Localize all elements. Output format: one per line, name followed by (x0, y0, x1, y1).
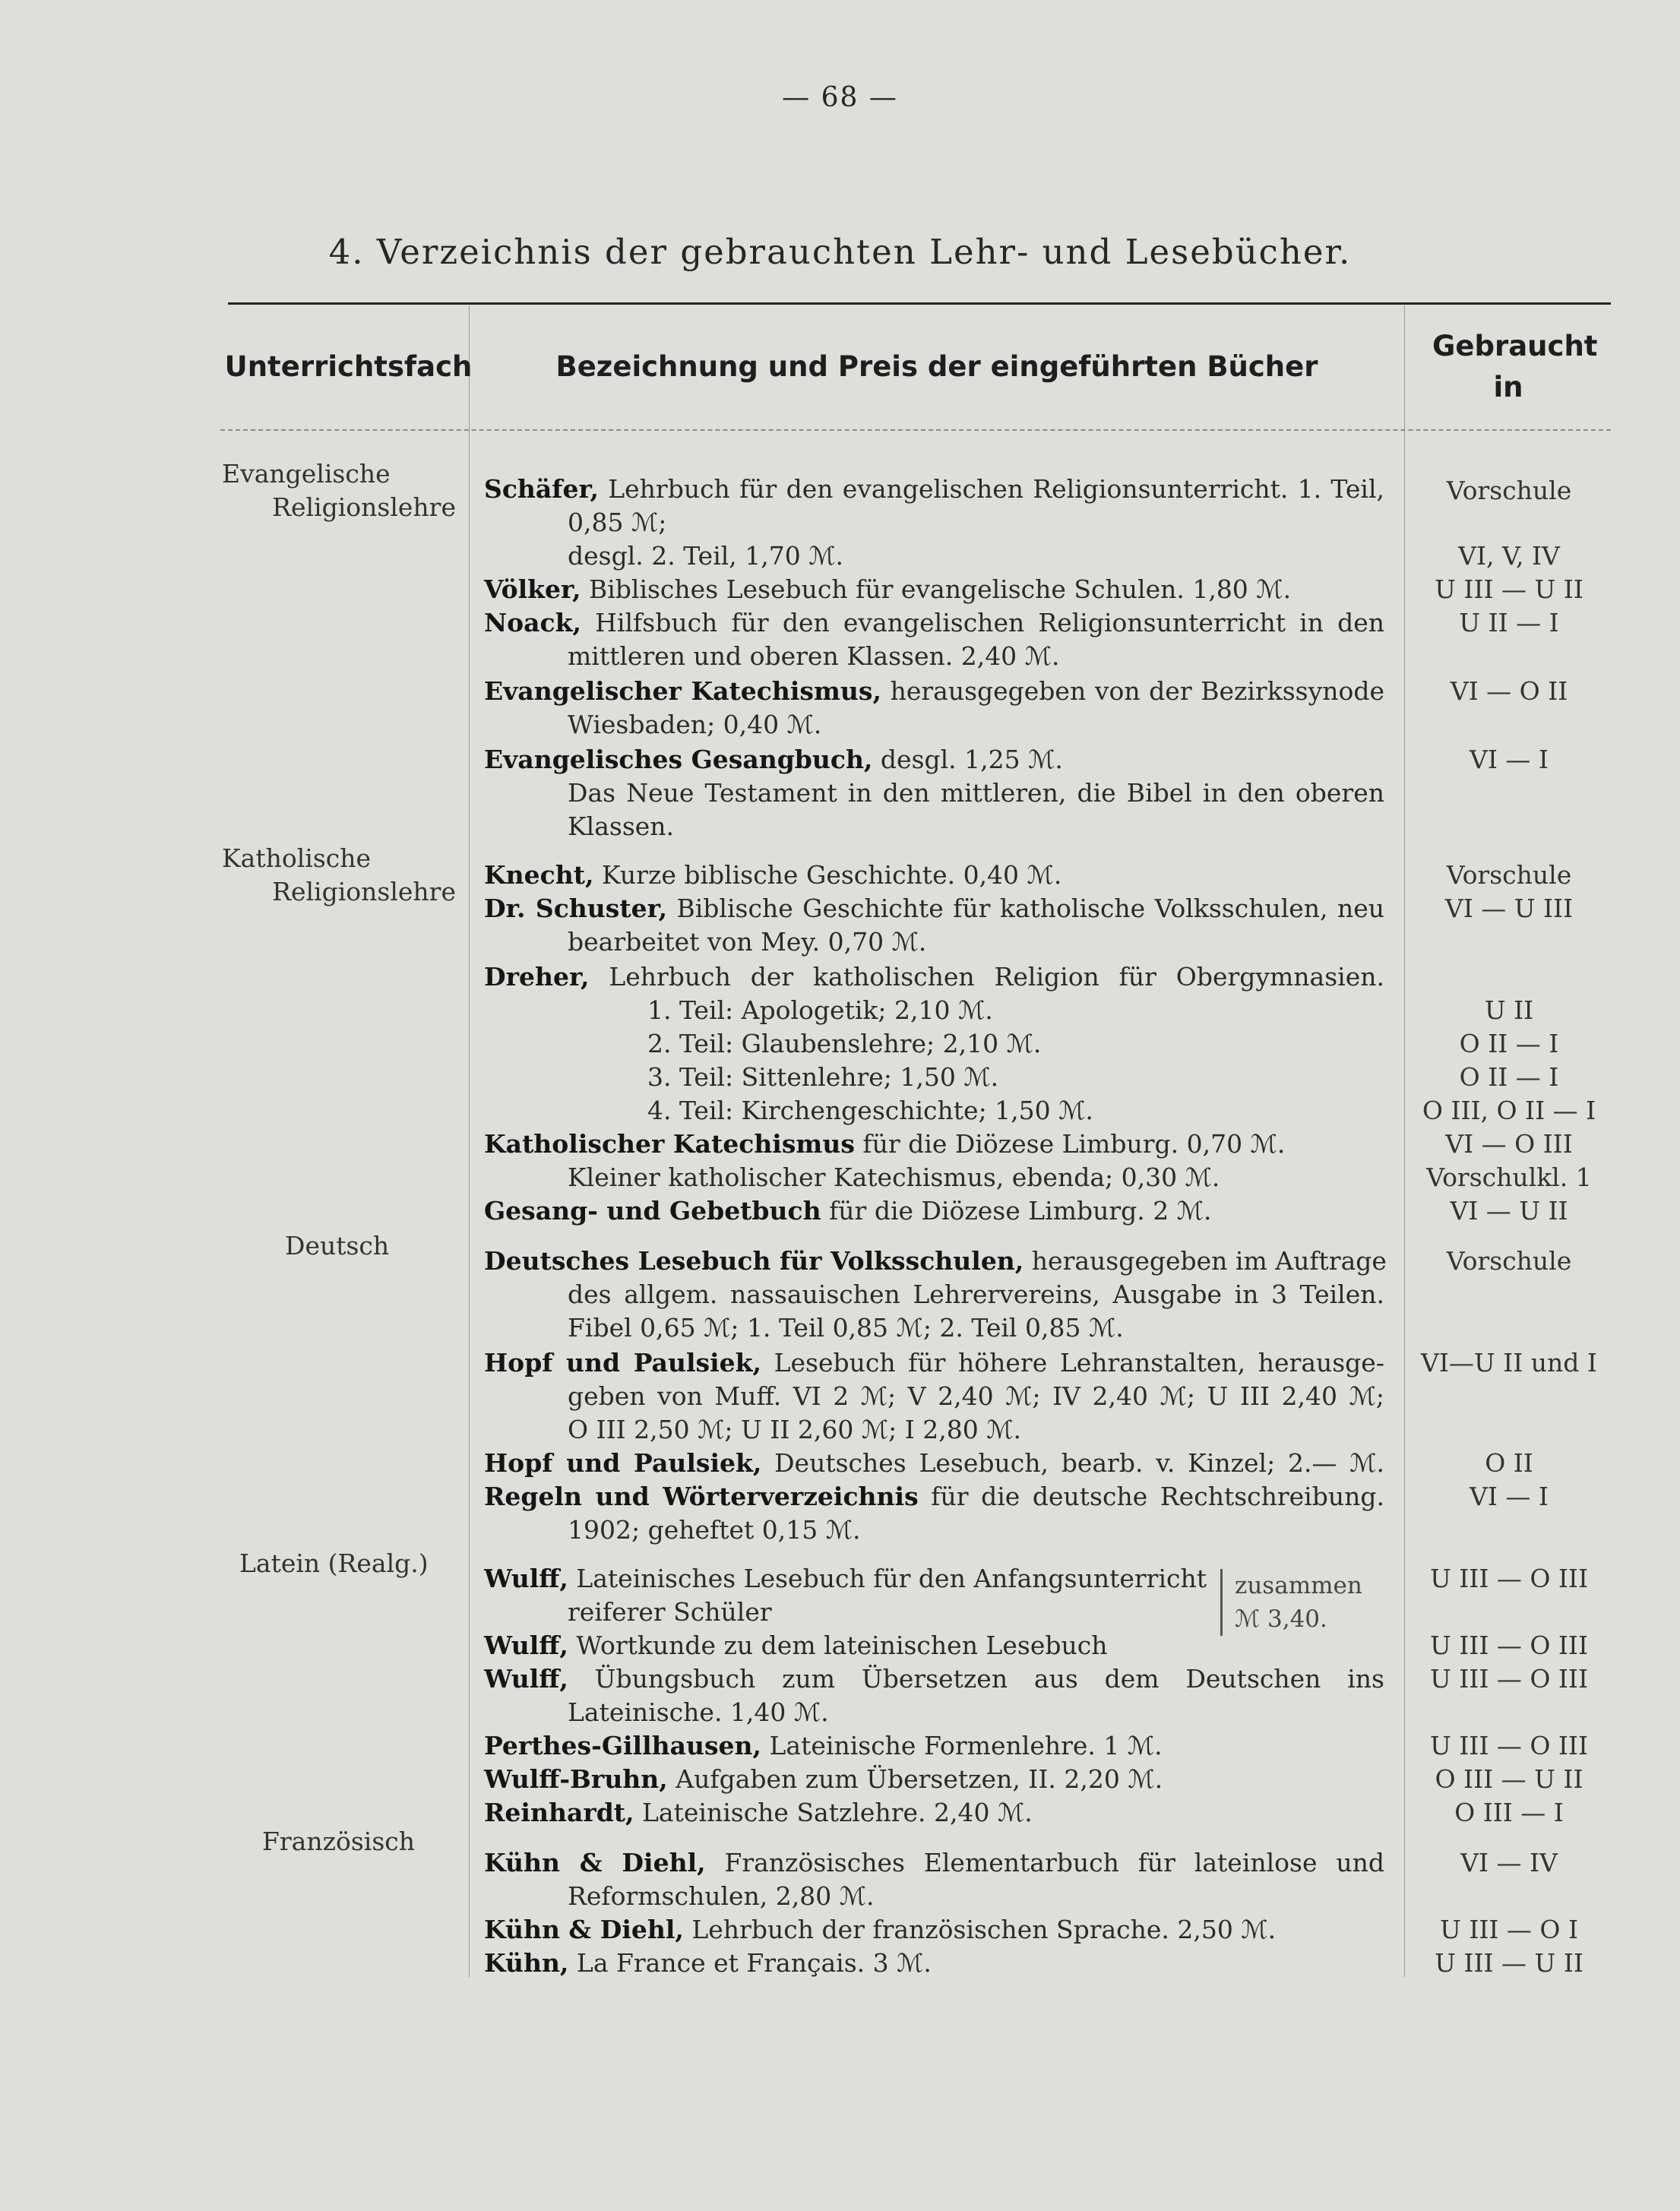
used-in-value: Vorschule (1446, 476, 1572, 505)
subject-entry: Deutsch (285, 1231, 390, 1260)
subject-entry: Katholische Religionslehre (222, 843, 456, 906)
book-entry: Kleiner katholischer Katechismus, ebenda; 0,30 ℳ. (568, 1162, 1220, 1192)
book-entry: Dr. Schuster, Biblische Geschichte für katholische Volksschulen, neu bearbeitet von Mey. 0,70 ℳ. (484, 894, 1384, 957)
used-in-value: VI—U II und I (1421, 1348, 1597, 1378)
used-in-value: U II — I (1459, 608, 1559, 637)
book-entry: Schäfer, Lehrbuch für den evangelischen Religionsunterricht. 1. Teil, 0,85 ℳ; (484, 474, 1384, 537)
column-header-subject: Unterrichtsfach (224, 350, 473, 383)
used-in-value: O II — I (1459, 1029, 1559, 1058)
used-in-value: VI — I (1470, 1482, 1549, 1511)
subject-entry: Evangelische Religionslehre (222, 459, 456, 522)
used-in-value: Vorschule (1446, 860, 1572, 890)
used-in-value: U III — U II (1435, 574, 1584, 604)
book-entry: Deutsches Lesebuch für Volksschulen, herausgegeben im Auftrage des allgem. nassauischen Lehrervereins, Ausgabe in 3 Teilen. Fibel 0,65 ℳ; 1. Teil 0,85 ℳ; 2. Teil 0,85 ℳ. (484, 1246, 1387, 1343)
latin-bracket-note: zusammen ℳ 3,40. (1220, 1569, 1409, 1636)
book-entry: Evangelisches Gesangbuch, desgl. 1,25 ℳ. (484, 745, 1063, 774)
used-in-value: U III — O III (1429, 1631, 1589, 1660)
used-in-value: Vorschule (1446, 1246, 1572, 1276)
page-title: 4. Verzeichnis der gebrauchten Lehr- und Lesebücher. (328, 232, 1352, 272)
book-entry: Wulff-Bruhn, Aufgaben zum Übersetzen, II. 2,20 ℳ. (484, 1764, 1163, 1794)
book-entry: Katholischer Katechismus für die Diözese Limburg. 0,70 ℳ. (484, 1129, 1286, 1159)
book-entry: Reinhardt, Lateinische Satzlehre. 2,40 ℳ. (484, 1798, 1033, 1827)
book-entry: Kühn, La France et Français. 3 ℳ. (484, 1948, 932, 1978)
book-entry: Gesang- und Gebetbuch für die Diözese Limburg. 2 ℳ. (484, 1196, 1212, 1226)
column-divider-right (1404, 305, 1405, 1977)
book-entry: Hopf und Paulsiek, Lesebuch für höhere Lehranstalten, herausge- geben von Muff. VI 2 ℳ; V 2,40 ℳ; IV 2,40 ℳ; U III 2,40 ℳ; O III 2,50 ℳ; U II 2,60 ℳ; I 2,80 ℳ. (484, 1348, 1384, 1444)
book-entry: Evangelischer Katechismus, herausgegeben von der Bezirkssynode Wiesbaden; 0,40 ℳ. (484, 676, 1384, 739)
book-entry: Das Neue Testament in den mittleren, die Bibel in den oberen Klassen. (568, 778, 1384, 841)
column-header-used-in: Gebraucht in (1432, 329, 1598, 403)
used-in-value: O III, O II — I (1422, 1096, 1596, 1125)
used-in-value: U III — O III (1429, 1564, 1589, 1593)
used-in-value: O III — I (1454, 1798, 1564, 1827)
book-entry: Noack, Hilfsbuch für den evangelischen Religionsunterricht in den mittleren und oberen Klassen. 2,40 ℳ. (484, 608, 1384, 671)
page-number: — 68 — (782, 82, 898, 113)
book-entry: Kühn & Diehl, Französisches Elementarbuch für lateinlose und Reformschulen, 2,80 ℳ. (484, 1848, 1385, 1911)
book-entry: Dreher, Lehrbuch der katholischen Religion für Obergymnasien. (484, 962, 1384, 992)
used-in-value: U III — O III (1429, 1731, 1589, 1760)
book-entry: Völker, Biblisches Lesebuch für evangelische Schulen. 1,80 ℳ. (484, 574, 1292, 604)
book-entry: 2. Teil: Glaubenslehre; 2,10 ℳ. (647, 1029, 1042, 1058)
book-entry: Hopf und Paulsiek, Deutsches Lesebuch, bearb. v. Kinzel; 2.— ℳ. (484, 1448, 1384, 1478)
subject-entry: Französisch (262, 1827, 416, 1856)
used-in-value: U III — O I (1440, 1915, 1578, 1944)
book-entry: Wulff, Übungsbuch zum Übersetzen aus dem Deutschen ins Lateinische. 1,40 ℳ. (484, 1664, 1384, 1727)
used-in-value: VI — U II (1450, 1196, 1568, 1226)
column-divider-left (469, 305, 470, 1977)
subject-entry: Latein (Realg.) (239, 1548, 429, 1578)
book-entry: 1. Teil: Apologetik; 2,10 ℳ. (647, 995, 993, 1025)
used-in-value: O II — I (1459, 1062, 1559, 1092)
used-in-value: U III — O III (1429, 1664, 1589, 1694)
used-in-value: U II (1484, 995, 1534, 1025)
book-entry: Perthes-Gillhausen, Lateinische Formenlehre. 1 ℳ. (484, 1731, 1163, 1760)
used-in-value: U III — U II (1435, 1948, 1584, 1978)
book-entry: 3. Teil: Sittenlehre; 1,50 ℳ. (647, 1062, 999, 1092)
book-entry: Knecht, Kurze biblische Geschichte. 0,40 ℳ. (484, 860, 1062, 890)
column-header-books: Bezeichnung und Preis der eingeführten Bücher (555, 350, 1318, 383)
book-entry: Wulff, Wortkunde zu dem lateinischen Lesebuch (484, 1631, 1108, 1660)
book-entry: desgl. 2. Teil, 1,70 ℳ. (568, 541, 844, 571)
used-in-value: VI — O II (1450, 676, 1568, 706)
used-in-value: VI — U III (1444, 894, 1574, 923)
used-in-value: VI — I (1470, 745, 1549, 774)
used-in-value: VI — IV (1460, 1848, 1558, 1877)
book-entry: Wulff, Lateinisches Lesebuch für den Anfangsunterricht reiferer Schüler (484, 1564, 1207, 1627)
used-in-value: VI, V, IV (1458, 541, 1560, 571)
book-entry: 4. Teil: Kirchengeschichte; 1,50 ℳ. (647, 1096, 1093, 1125)
used-in-value: Vorschulkl. 1 (1426, 1162, 1592, 1192)
used-in-value: O II (1485, 1448, 1533, 1478)
used-in-value: VI — O III (1445, 1129, 1573, 1159)
book-entry: Kühn & Diehl, Lehrbuch der französischen Sprache. 2,50 ℳ. (484, 1915, 1277, 1944)
used-in-value: O III — U II (1435, 1764, 1584, 1794)
book-entry: Regeln und Wörterverzeichnis für die deutsche Rechtschreibung. 1902; geheftet 0,15 ℳ. (484, 1482, 1384, 1545)
header-bottom-rule (220, 429, 1611, 431)
